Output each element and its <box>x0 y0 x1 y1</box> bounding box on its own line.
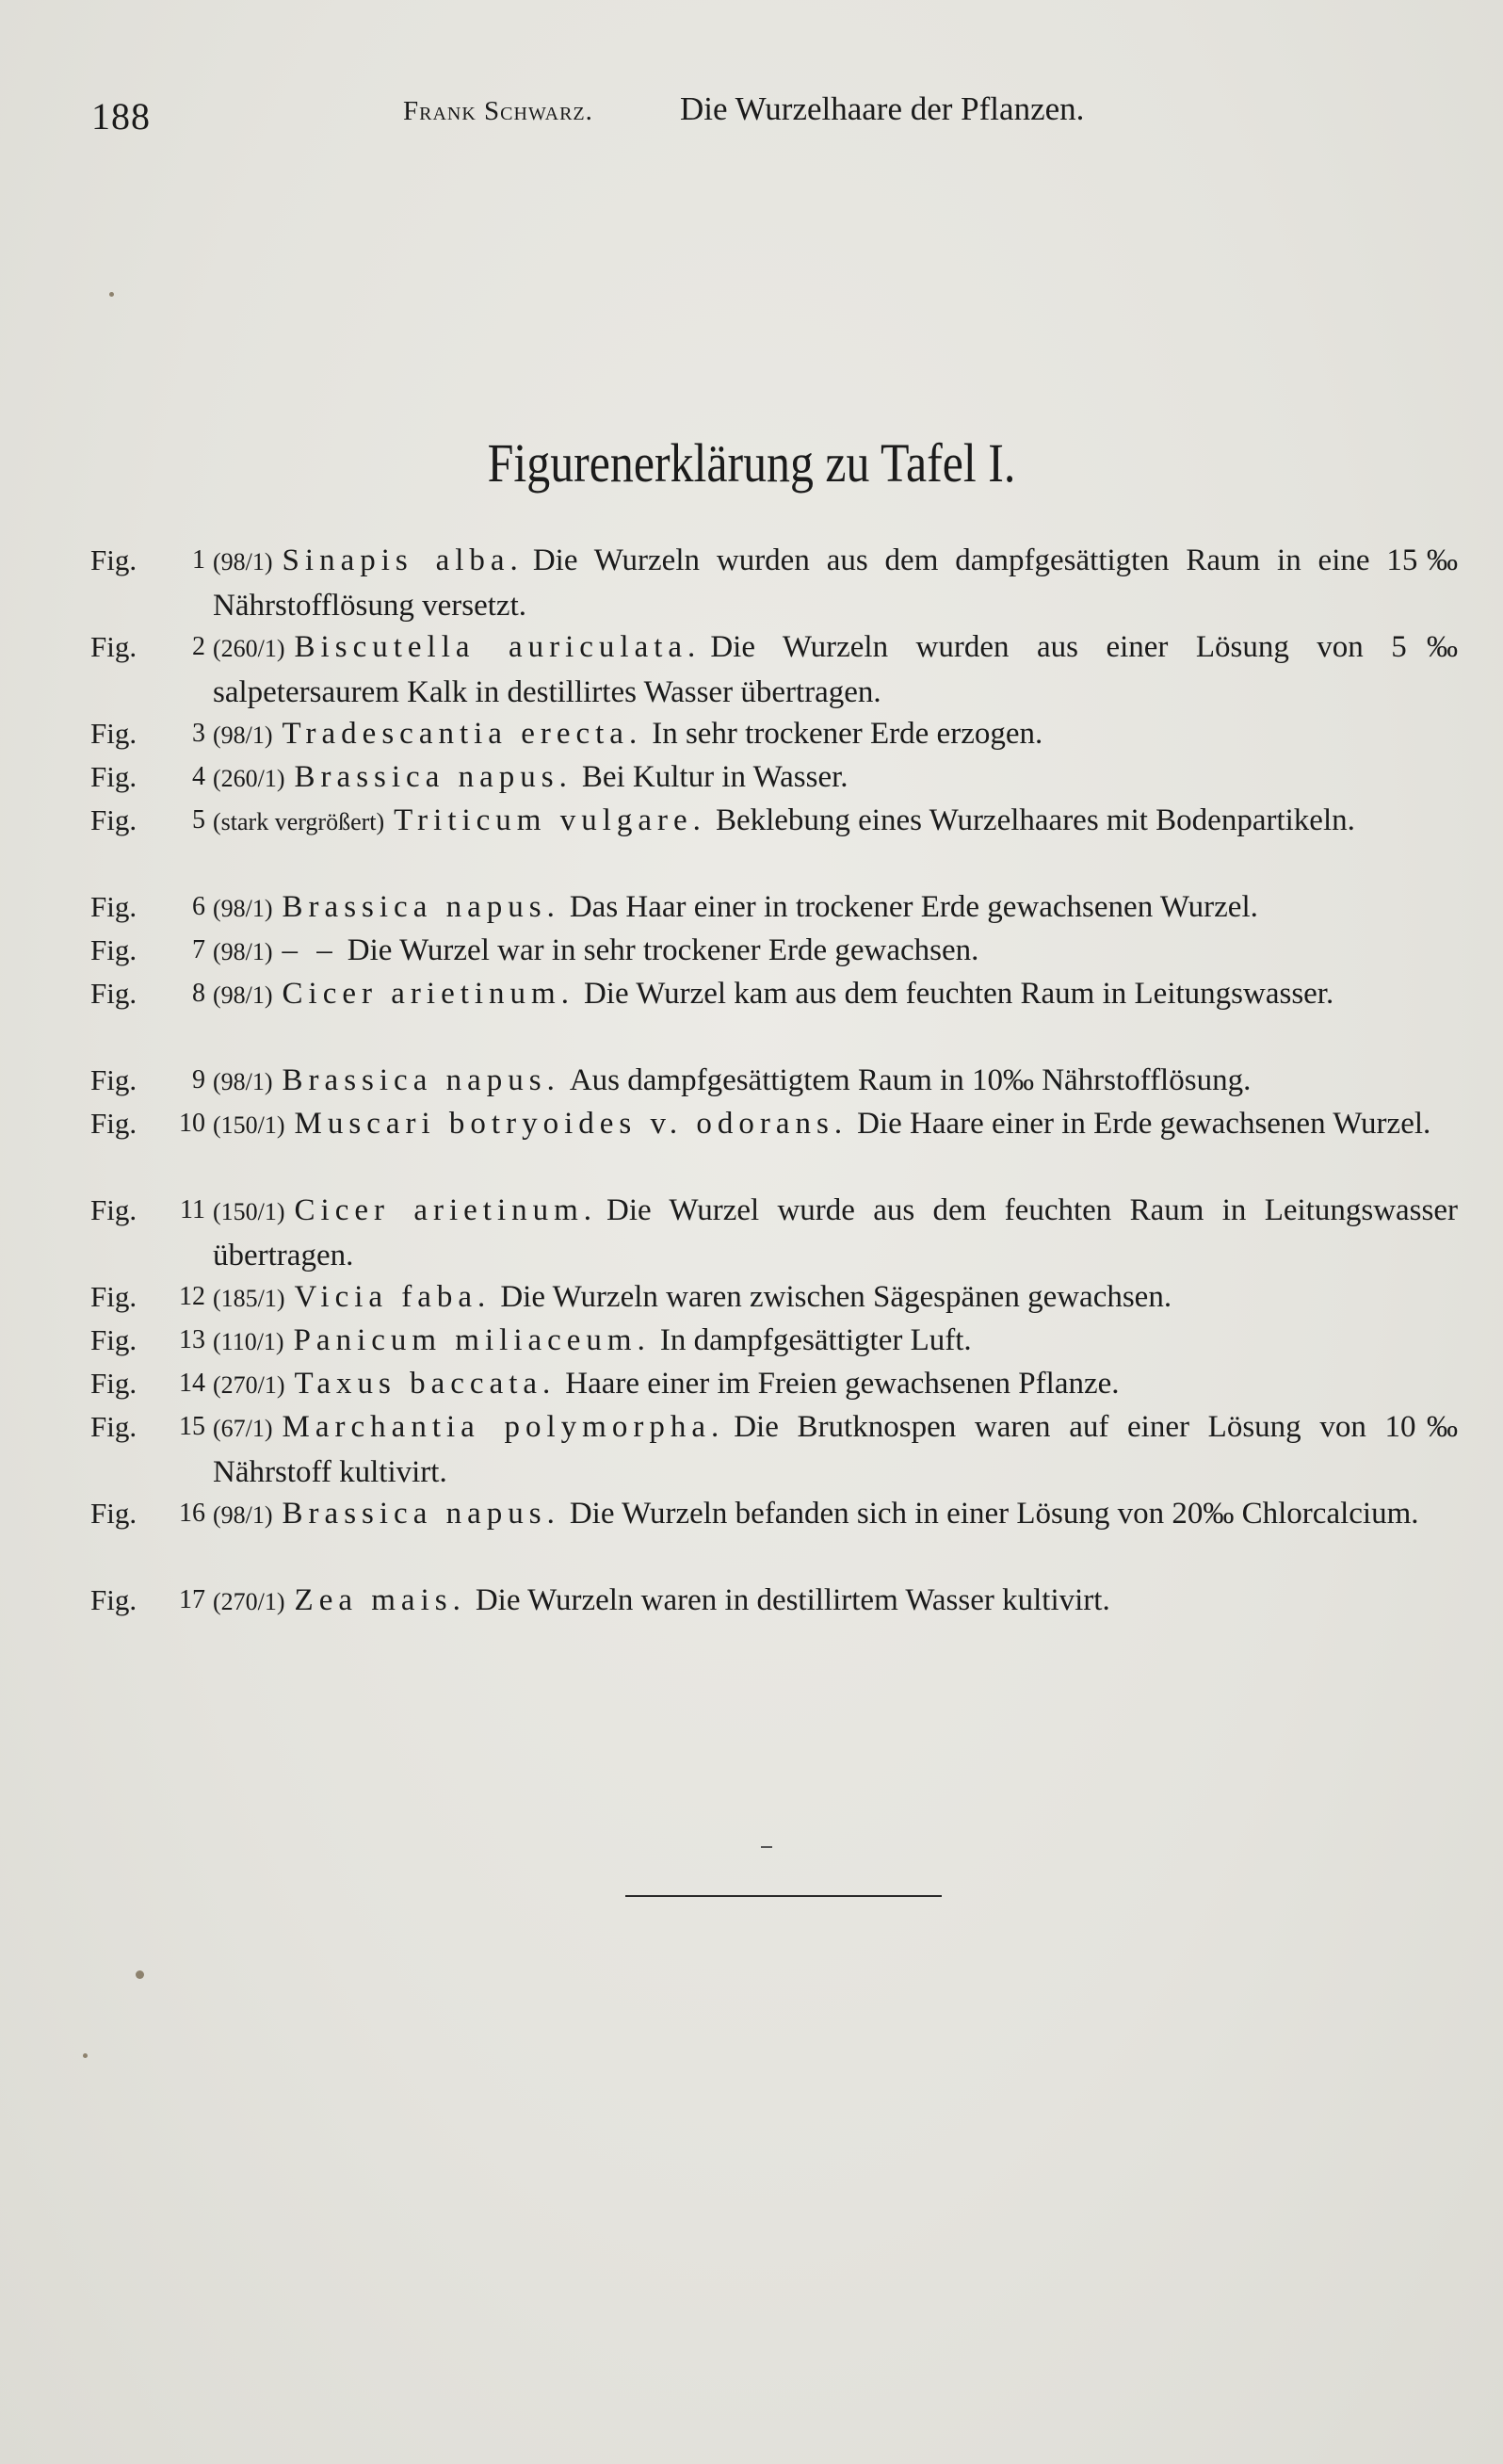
figure-number: 6 <box>192 892 205 921</box>
magnification: (260/1) <box>213 635 285 662</box>
header-author: Frank Schwarz. <box>403 96 593 126</box>
figure-caption <box>90 625 1465 714</box>
figure-label: Fig. <box>90 1280 137 1313</box>
figure-caption-body <box>213 1492 1465 1537</box>
figure-caption <box>90 1492 1465 1537</box>
figure-caption-body <box>213 712 1465 757</box>
figure-caption <box>90 712 1465 757</box>
figure-label: Fig. <box>90 1583 137 1616</box>
figure-caption-body <box>213 1362 1465 1407</box>
caption-text: Die Wurzeln waren in destillirtem Wasser kultivirt. <box>475 1583 1110 1617</box>
species-name: Zea mais. <box>294 1583 466 1617</box>
figure-caption-body <box>213 625 1465 714</box>
species-name: Biscutella auriculata. <box>294 630 702 664</box>
caption-text: Haare einer im Freien gewachsenen Pflanze. <box>565 1367 1120 1401</box>
species-name: Marchantia polymorpha. <box>282 1410 725 1444</box>
figure-number: 13 <box>179 1325 205 1354</box>
paper-spot <box>83 2053 88 2058</box>
figure-caption-body <box>213 1189 1465 1277</box>
end-mark <box>761 1846 772 1848</box>
caption-text: Beklebung eines Wurzelhaares mit Bodenpartikeln. <box>715 803 1355 837</box>
figure-label: Fig. <box>90 717 137 750</box>
figure-number: 3 <box>192 719 205 748</box>
species-name: Sinapis alba. <box>282 543 524 577</box>
figure-label: Fig. <box>90 977 137 1010</box>
figure-label: Fig. <box>90 630 137 663</box>
header-title: Die Wurzelhaare der Pflanzen. <box>680 90 1085 127</box>
paper-spot <box>136 1970 144 1979</box>
magnification: (270/1) <box>213 1588 285 1615</box>
figure-caption-body <box>213 929 1465 974</box>
caption-text: Die Wurzel kam aus dem feuchten Raum in Leitungswasser. <box>583 977 1334 1011</box>
figure-caption <box>90 972 1465 1017</box>
figure-label: Fig. <box>90 1063 137 1096</box>
magnification: (98/1) <box>213 895 273 922</box>
magnification: (67/1) <box>213 1415 273 1442</box>
figure-number: 12 <box>179 1282 205 1311</box>
figure-caption-body <box>213 885 1465 931</box>
magnification: (185/1) <box>213 1285 285 1312</box>
section-title: Figurenerklärung zu Tafel I. <box>487 432 1016 494</box>
figure-caption <box>90 755 1465 801</box>
end-rule <box>625 1895 942 1897</box>
paper-spot <box>109 292 114 297</box>
figure-caption <box>90 1102 1465 1147</box>
figure-caption <box>90 1059 1465 1104</box>
figure-caption <box>90 1189 1465 1277</box>
magnification: (270/1) <box>213 1371 285 1399</box>
figure-number: 15 <box>179 1412 205 1441</box>
magnification: (98/1) <box>213 1068 273 1095</box>
figure-caption-body <box>213 1275 1465 1321</box>
figure-caption-body <box>213 1405 1465 1494</box>
figure-caption-body <box>213 1059 1465 1104</box>
magnification: (260/1) <box>213 765 285 792</box>
figure-caption-body <box>213 1102 1465 1147</box>
magnification: (98/1) <box>213 938 273 965</box>
caption-text: Die Haare einer in Erde gewachsenen Wurzel. <box>857 1107 1431 1141</box>
species-name: Tradescantia erecta. <box>282 717 643 751</box>
figure-caption-body <box>213 1579 1465 1624</box>
magnification: (98/1) <box>213 721 273 749</box>
species-name: Brassica napus. <box>282 1063 560 1097</box>
figure-caption-body <box>213 1319 1465 1364</box>
magnification: (150/1) <box>213 1111 285 1139</box>
species-name: Brassica napus. <box>282 890 560 924</box>
figure-label: Fig. <box>90 803 137 836</box>
page-number: 188 <box>91 95 151 138</box>
figure-caption <box>90 1319 1465 1364</box>
caption-text: Das Haar einer in trockener Erde gewachsenen Wurzel. <box>569 890 1258 924</box>
figure-caption-body <box>213 755 1465 801</box>
figure-caption-body <box>213 539 1465 627</box>
species-name: – – <box>282 933 338 967</box>
figure-caption-body <box>213 972 1465 1017</box>
figure-label: Fig. <box>90 1497 137 1530</box>
figure-caption <box>90 885 1465 931</box>
figure-caption <box>90 1362 1465 1407</box>
magnification: (150/1) <box>213 1198 285 1225</box>
caption-text: Bei Kultur in Wasser. <box>581 760 848 794</box>
magnification: (98/1) <box>213 548 273 575</box>
species-name: Cicer arietinum. <box>282 977 574 1011</box>
figure-label: Fig. <box>90 1323 137 1356</box>
figure-number: 9 <box>192 1065 205 1094</box>
caption-text: Aus dampfgesättigtem Raum in 10‰ Nährstofflösung. <box>569 1063 1252 1097</box>
figure-label: Fig. <box>90 1410 137 1443</box>
figure-number: 7 <box>192 935 205 965</box>
caption-text: Die Wurzel wurde aus dem feuchten Raum in Leitungswasser übertragen. <box>213 1193 1458 1273</box>
figure-caption <box>90 539 1465 627</box>
species-name: Brassica napus. <box>282 1497 560 1531</box>
figure-caption <box>90 1579 1465 1624</box>
caption-text: Die Brutknospen waren auf einer Lösung von 10‰ Nährstoff kultivirt. <box>213 1410 1458 1489</box>
figure-number: 17 <box>179 1585 205 1614</box>
figure-number: 10 <box>179 1109 205 1138</box>
figure-caption <box>90 929 1465 974</box>
figure-number: 16 <box>179 1499 205 1528</box>
figure-caption <box>90 799 1465 844</box>
figure-number: 11 <box>180 1195 205 1224</box>
species-name: Panicum miliaceum. <box>293 1323 651 1357</box>
running-header <box>0 89 1503 145</box>
species-name: Brassica napus. <box>294 760 573 794</box>
figure-label: Fig. <box>90 890 137 923</box>
figure-number: 8 <box>192 979 205 1008</box>
figure-caption <box>90 1405 1465 1494</box>
figure-number: 1 <box>192 545 205 575</box>
magnification: (110/1) <box>213 1328 284 1355</box>
caption-text: Die Wurzeln wurden aus dem dampfgesättigten Raum in eine 15‰ Nährstofflösung versetzt. <box>213 543 1458 623</box>
figure-label: Fig. <box>90 1367 137 1400</box>
magnification: (98/1) <box>213 981 273 1009</box>
figure-caption-body <box>213 799 1465 844</box>
figure-number: 5 <box>192 805 205 835</box>
species-name: Cicer arietinum. <box>294 1193 598 1227</box>
figure-label: Fig. <box>90 933 137 966</box>
figure-number: 4 <box>192 762 205 791</box>
species-name: Triticum vulgare. <box>394 803 706 837</box>
caption-text: In sehr trockener Erde erzogen. <box>652 717 1043 751</box>
magnification: (stark vergrößert) <box>213 808 385 835</box>
caption-text: Die Wurzel war in sehr trockener Erde gewachsen. <box>347 933 979 967</box>
species-name: Taxus baccata. <box>294 1367 557 1401</box>
species-name: Muscari botryoides v. odorans. <box>294 1107 848 1141</box>
species-name: Vicia faba. <box>294 1280 492 1314</box>
magnification: (98/1) <box>213 1501 273 1529</box>
figure-label: Fig. <box>90 543 137 576</box>
figure-number: 2 <box>192 632 205 661</box>
caption-text: Die Wurzeln wurden aus einer Lösung von 5‰ salpetersaurem Kalk in destillirtes Wasser übertragen. <box>213 630 1458 709</box>
caption-text: Die Wurzeln befanden sich in einer Lösung von 20‰ Chlorcalcium. <box>569 1497 1419 1531</box>
figure-number: 14 <box>179 1369 205 1398</box>
figure-label: Fig. <box>90 1193 137 1226</box>
figure-caption <box>90 1275 1465 1321</box>
figure-label: Fig. <box>90 1107 137 1140</box>
figure-label: Fig. <box>90 760 137 793</box>
caption-text: In dampfgesättigter Luft. <box>659 1323 972 1357</box>
caption-text: Die Wurzeln waren zwischen Sägespänen gewachsen. <box>500 1280 1172 1314</box>
